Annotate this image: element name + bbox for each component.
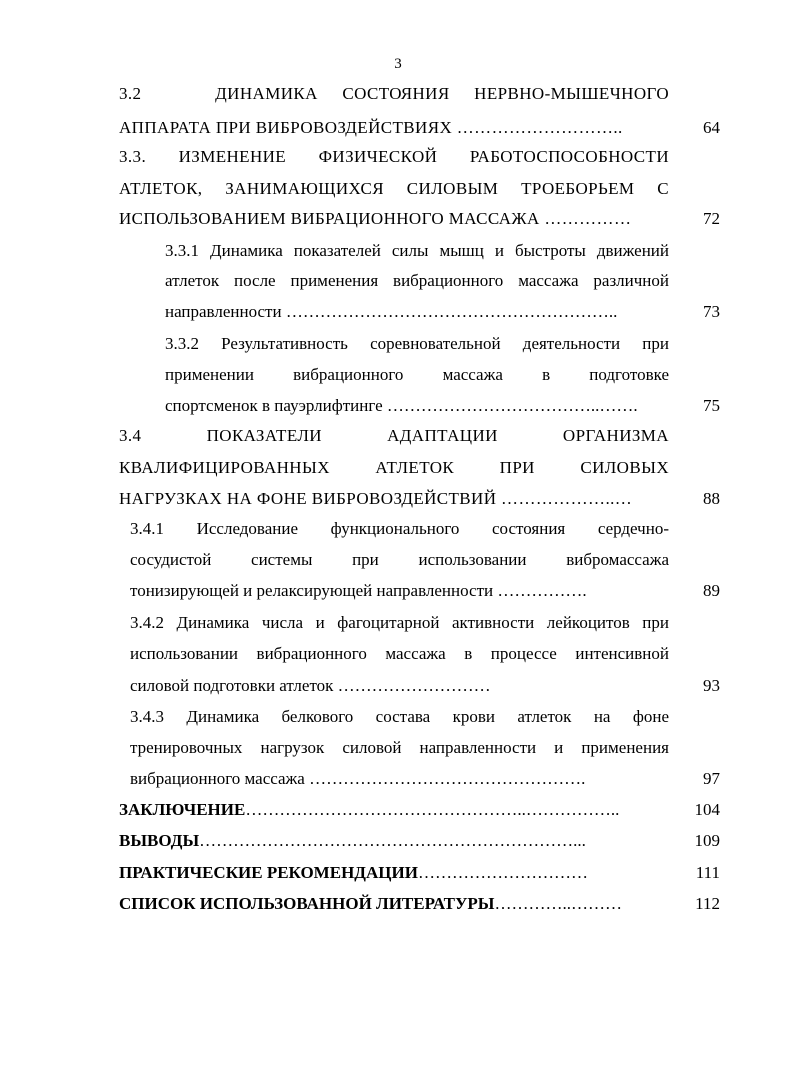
toc-heading: СПИСОК ИСПОЛЬЗОВАННОЙ ЛИТЕРАТУРЫ: [119, 894, 495, 913]
toc-line: 3.3.2 Результативность соревновательной деятельности при: [165, 334, 669, 353]
toc-heading: ПРАКТИЧЕСКИЕ РЕКОМЕНДАЦИИ: [119, 863, 418, 882]
toc-leader-dots: …………………………: [417, 863, 588, 882]
toc-line: АТЛЕТОК, ЗАНИМАЮЩИХСЯ СИЛОВЫМ ТРОЕБОРЬЕМ С: [119, 179, 669, 198]
toc-line: 3.3.1 Динамика показателей силы мышц и быстроты движений: [165, 241, 669, 260]
toc-page-number: 93: [703, 676, 720, 695]
toc-line: вибрационного массажа ………………………………………….: [130, 769, 586, 788]
toc-page-number: 109: [694, 831, 720, 850]
toc-line: направленности …………………………………………………..: [165, 302, 618, 321]
toc-leader-dots: …………………………………………………………...: [199, 831, 586, 850]
toc-page-number: 75: [703, 396, 720, 415]
toc-heading: ВЫВОДЫ: [119, 831, 200, 850]
toc-line: 3.4.1 Исследование функционального состояния сердечно-: [130, 519, 669, 538]
toc-line: 3.2 ДИНАМИКА СОСТОЯНИЯ НЕРВНО-МЫШЕЧНОГО: [119, 84, 669, 103]
toc-line: КВАЛИФИЦИРОВАННЫХ АТЛЕТОК ПРИ СИЛОВЫХ: [119, 458, 669, 477]
toc-line: ИСПОЛЬЗОВАНИЕМ ВИБРАЦИОННОГО МАССАЖА ……………: [119, 209, 632, 228]
toc-line: АППАРАТА ПРИ ВИБРОВОЗДЕЙСТВИЯХ ………………………..: [119, 118, 623, 137]
toc-line: использовании вибрационного массажа в процессе интенсивной: [130, 644, 669, 663]
toc-page-number: 64: [703, 118, 720, 137]
toc-page-number: 97: [703, 769, 720, 788]
toc-line: силовой подготовки атлеток ………………………: [130, 676, 491, 695]
toc-page-number: 88: [703, 489, 720, 508]
toc-line: сосудистой системы при использовании вибромассажа: [130, 550, 669, 569]
toc-page-number: 89: [703, 581, 720, 600]
toc-leader-dots: …………..………: [494, 894, 622, 913]
toc-page-number: 112: [695, 894, 720, 913]
toc-leader-dots: …………………………………………..……………..: [245, 800, 620, 819]
toc-line: 3.3. ИЗМЕНЕНИЕ ФИЗИЧЕСКОЙ РАБОТОСПОСОБНОСТИ: [119, 147, 669, 166]
toc-line: атлеток после применения вибрационного массажа различной: [165, 271, 669, 290]
toc-line: спортсменок в пауэрлифтинге ………………………………..…….: [165, 396, 638, 415]
toc-page-number: 72: [703, 209, 720, 228]
toc-line: НАГРУЗКАХ НА ФОНЕ ВИБРОВОЗДЕЙСТВИЙ ………………..…: [119, 489, 633, 508]
toc-line: 3.4.3 Динамика белкового состава крови атлеток на фоне: [130, 707, 669, 726]
toc-heading: ЗАКЛЮЧЕНИЕ: [119, 800, 246, 819]
toc-page-number: 73: [703, 302, 720, 321]
toc-page-number: 111: [695, 863, 720, 882]
toc-line: тонизирующей и релаксирующей направленности …………….: [130, 581, 587, 600]
toc-line: 3.4.2 Динамика числа и фагоцитарной активности лейкоцитов при: [130, 613, 669, 632]
toc-page-number: 104: [694, 800, 720, 819]
toc-line: тренировочных нагрузок силовой направленности и применения: [130, 738, 669, 757]
toc-line: 3.4 ПОКАЗАТЕЛИ АДАПТАЦИИ ОРГАНИЗМА: [119, 426, 669, 445]
toc-line: применении вибрационного массажа в подготовке: [165, 365, 669, 384]
page-number: 3: [394, 56, 402, 72]
